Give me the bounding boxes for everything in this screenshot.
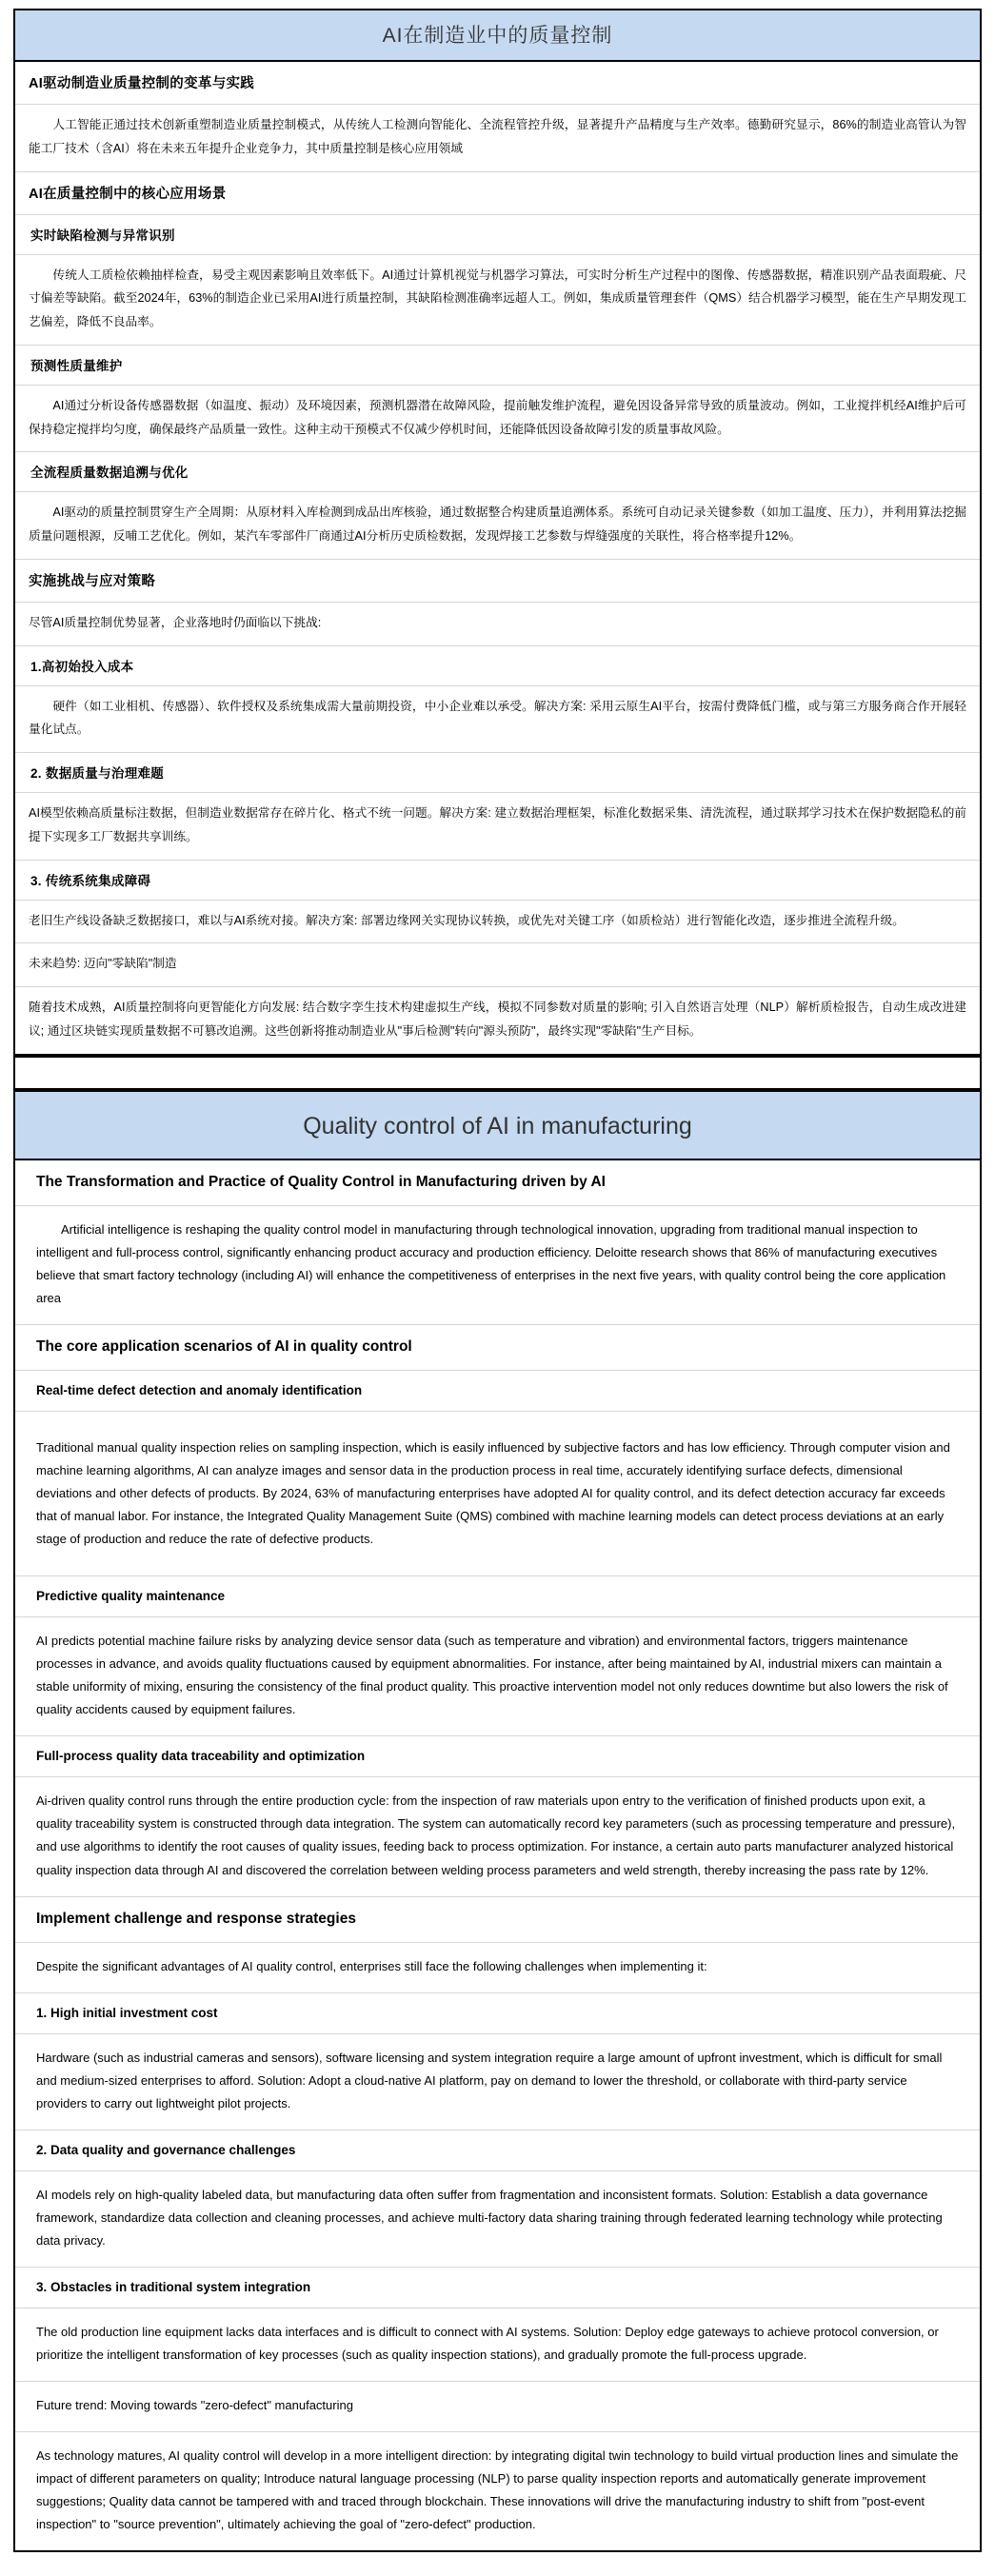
subsection-heading: 1. High initial investment cost (15, 1993, 980, 2034)
subsection-heading: 1.高初始投入成本 (15, 646, 980, 686)
section-heading: The Transformation and Practice of Quality Control in Manufacturing driven by AI (15, 1160, 980, 1206)
body-paragraph: The old production line equipment lacks data interfaces and is difficult to connect with AI systems. Solution: Deploy edge gateways to achieve protocol conversion, or prioritize the intelligent transformation of key processes (such as quality inspection stations), and gradually promote the full-process upgrade. (15, 2308, 980, 2382)
body-paragraph: AI predicts potential machine failure risks by analyzing device sensor data (such as temperature and vibration) and environmental factors, triggers maintenance processes in advance, and avoids quality fluctuations caused by equipment abnormalities. For instance, after being maintained by AI, industrial mixers can maintain a stable uniformity of mixing, ensuring the consistency of the final product quality. This proactive intervention model not only reduces downtime but also lowers the risk of quality accidents caused by equipment failures. (15, 1617, 980, 1736)
body-paragraph: Future trend: Moving towards "zero-defect" manufacturing (15, 2382, 980, 2432)
body-paragraph: As technology matures, AI quality control will develop in a more intelligent direction: by integrating digital twin technology to build virtual production lines and simulate the impact of different parameters on quality; Introduce natural language processing (NLP) to parse quality inspection reports and automatically generate improvement suggestions; Quality data cannot be tampered with and traced through blockchain. These innovations will drive the manufacturing industry to shift from "post-event inspection" to "source prevention", ultimately achieving the goal of "zero-defect" production. (36, 2448, 959, 2532)
body-paragraph: AI通过分析设备传感器数据（如温度、振动）及环境因素，预测机器潜在故障风险，提前触发维护流程，避免因设备异常导致的质量波动。例如，工业搅拌机经AI维护后可保持稳定搅拌均匀度，确保最终产品质量一致性。这种主动干预模式不仅减少停机时间，还能降低因设备故障引发的质量事故风险。 (15, 386, 980, 453)
subsection-heading: 全流程质量数据追溯与优化 (15, 452, 980, 492)
document-separator-strip (13, 1056, 982, 1090)
body-paragraph: 传统人工质检依赖抽样检查，易受主观因素影响且效率低下。AI通过计算机视觉与机器学习算法，可实时分析生产过程中的图像、传感器数据，精准识别产品表面瑕疵、尺寸偏差等缺陷。截至2024年，63%的制造企业已采用AI进行质量控制，其缺陷检测准确率远超人工。例如，集成质量管理套件（QMS）结合机器学习模型，能在生产早期发现工艺偏差，降低不良品率。 (15, 255, 980, 346)
subsection-heading: 2. 数据质量与治理难题 (15, 753, 980, 793)
english-document-body (15, 1160, 980, 2550)
section-heading: AI驱动制造业质量控制的变革与实践 (15, 62, 980, 105)
subsection-heading: 3. Obstacles in traditional system integration (15, 2268, 980, 2308)
body-paragraph: AI模型依赖高质量标注数据，但制造业数据常存在碎片化、格式不统一问题。解决方案: 建立数据治理框架，标准化数据采集、清洗流程，通过联邦学习技术在保护数据隐私的前提下实现多工厂数据共享训练。 (15, 793, 980, 861)
chinese-document-body (15, 62, 980, 1054)
body-paragraph: 老旧生产线设备缺乏数据接口，难以与AI系统对接。解决方案: 部署边缘网关实现协议转换，或优先对关键工序（如质检站）进行智能化改造，逐步推进全流程升级。 (15, 901, 980, 944)
body-paragraph: AI驱动的质量控制贯穿生产全周期：从原材料入库检测到成品出库核验，通过数据整合构建质量追溯体系。系统可自动记录关键参数（如加工温度、压力），并利用算法挖掘质量问题根源，反哺工艺优化。例如，某汽车零部件厂商通过AI分析历史质检数据，发现焊接工艺参数与焊缝强度的关联性，将合格率提升12%。 (15, 492, 980, 560)
chinese-document (13, 9, 982, 1056)
english-document-title: Quality control of AI in manufacturing (15, 1092, 980, 1160)
body-paragraph: AI models rely on high-quality labeled data, but manufacturing data often suffer from fragmentation and inconsistent formats. Solution: Establish a data governance framework, standardize data collection and cleaning processes, and achieve multi-factory data sharing training through federated learning technology while protecting data privacy. (15, 2171, 980, 2268)
body-paragraph: Ai-driven quality control runs through the entire production cycle: from the inspection of raw materials upon entry to the verification of finished products upon exit, a quality traceability system is constructed through data integration. The system can automatically record key parameters (such as processing temperature and pressure), and use algorithms to identify the root causes of quality issues, feeding back to process optimization. For instance, a certain auto parts manufacturer analyzed historical quality inspection data through AI and discovered the correlation between welding process parameters and weld strength, thereby increasing the pass rate by 12%. (15, 1777, 980, 1896)
subsection-heading: Full-process quality data traceability and optimization (15, 1736, 980, 1777)
section-heading: AI在质量控制中的核心应用场景 (15, 172, 980, 215)
subsection-heading: 预测性质量维护 (15, 346, 980, 386)
section-heading: The core application scenarios of AI in quality control (15, 1325, 980, 1371)
body-paragraph: 人工智能正通过技术创新重塑制造业质量控制模式，从传统人工检测向智能化、全流程管控升级，显著提升产品精度与生产效率。德勤研究显示，86%的制造业高管认为智能工厂技术（含AI）将在未来五年提升企业竞争力，其中质量控制是核心应用领域 (15, 105, 980, 172)
chinese-document-title: AI在制造业中的质量控制 (15, 10, 980, 62)
section-heading: Implement challenge and response strategies (15, 1897, 980, 1943)
subsection-heading: Predictive quality maintenance (15, 1576, 980, 1617)
body-paragraph: 随着技术成熟，AI质量控制将向更智能化方向发展: 结合数字孪生技术构建虚拟生产线，模拟不同参数对质量的影响; 引入自然语言处理（NLP）解析质检报告，自动生成改进建议; 通过区块链实现质量数据不可篡改追溯。这些创新将推动制造业从"事后检测"转向"源头预防"，最终实现"零缺陷"生产目标。 (29, 1001, 966, 1039)
body-paragraph: 硬件（如工业相机、传感器）、软件授权及系统集成需大量前期投资，中小企业难以承受。解决方案: 采用云原生AI平台，按需付费降低门槛，或与第三方服务商合作开展轻量化试点。 (15, 686, 980, 754)
body-paragraph: Despite the significant advantages of AI quality control, enterprises still face the following challenges when implementing it: (15, 1943, 980, 1993)
body-paragraph: 尽管AI质量控制优势显著，企业落地时仍面临以下挑战: (15, 603, 980, 646)
subsection-heading: Real-time defect detection and anomaly identification (15, 1371, 980, 1412)
subsection-heading: 实时缺陷检测与异常识别 (15, 215, 980, 255)
body-paragraph: Hardware (such as industrial cameras and sensors), software licensing and system integration require a large amount of upfront investment, which is difficult for small and medium-sized enterprises to afford. Solution: Adopt a cloud-native AI platform, pay on demand to lower the threshold, or collaborate with third-party service providers to carry out lightweight pilot projects. (15, 2034, 980, 2130)
body-paragraph: Artificial intelligence is reshaping the quality control model in manufacturing through technological innovation, upgrading from traditional manual inspection to intelligent and full-process control, significantly enhancing product accuracy and production efficiency. Deloitte research shows that 86% of manufacturing executives believe that smart factory technology (including AI) will enhance the competitiveness of enterprises in the next five years, with quality control being the core application area (15, 1206, 980, 1325)
subsection-heading: 3. 传统系统集成障碍 (15, 861, 980, 901)
section-heading: 实施挑战与应对策略 (15, 560, 980, 603)
english-document (13, 1090, 982, 2552)
bottom-spacer (0, 2552, 995, 2573)
subsection-heading: 2. Data quality and governance challenges (15, 2130, 980, 2171)
body-paragraph: Traditional manual quality inspection relies on sampling inspection, which is easily influenced by subjective factors and has low efficiency. Through computer vision and machine learning algorithms, AI can analyze images and sensor data in the production process in real time, accurately identifying surface defects, dimensional deviations and other defects of products. By 2024, 63% of manufacturing enterprises have adopted AI for quality control, and its defect detection accuracy far exceeds that of manual labor. For instance, the Integrated Quality Management Suite (QMS) combined with machine learning models can detect process deviations at an early stage of production and reduce the rate of defective products. (15, 1412, 980, 1576)
top-spacer (0, 0, 995, 9)
body-paragraph: 未来趋势: 迈向"零缺陷"制造 (15, 943, 980, 987)
